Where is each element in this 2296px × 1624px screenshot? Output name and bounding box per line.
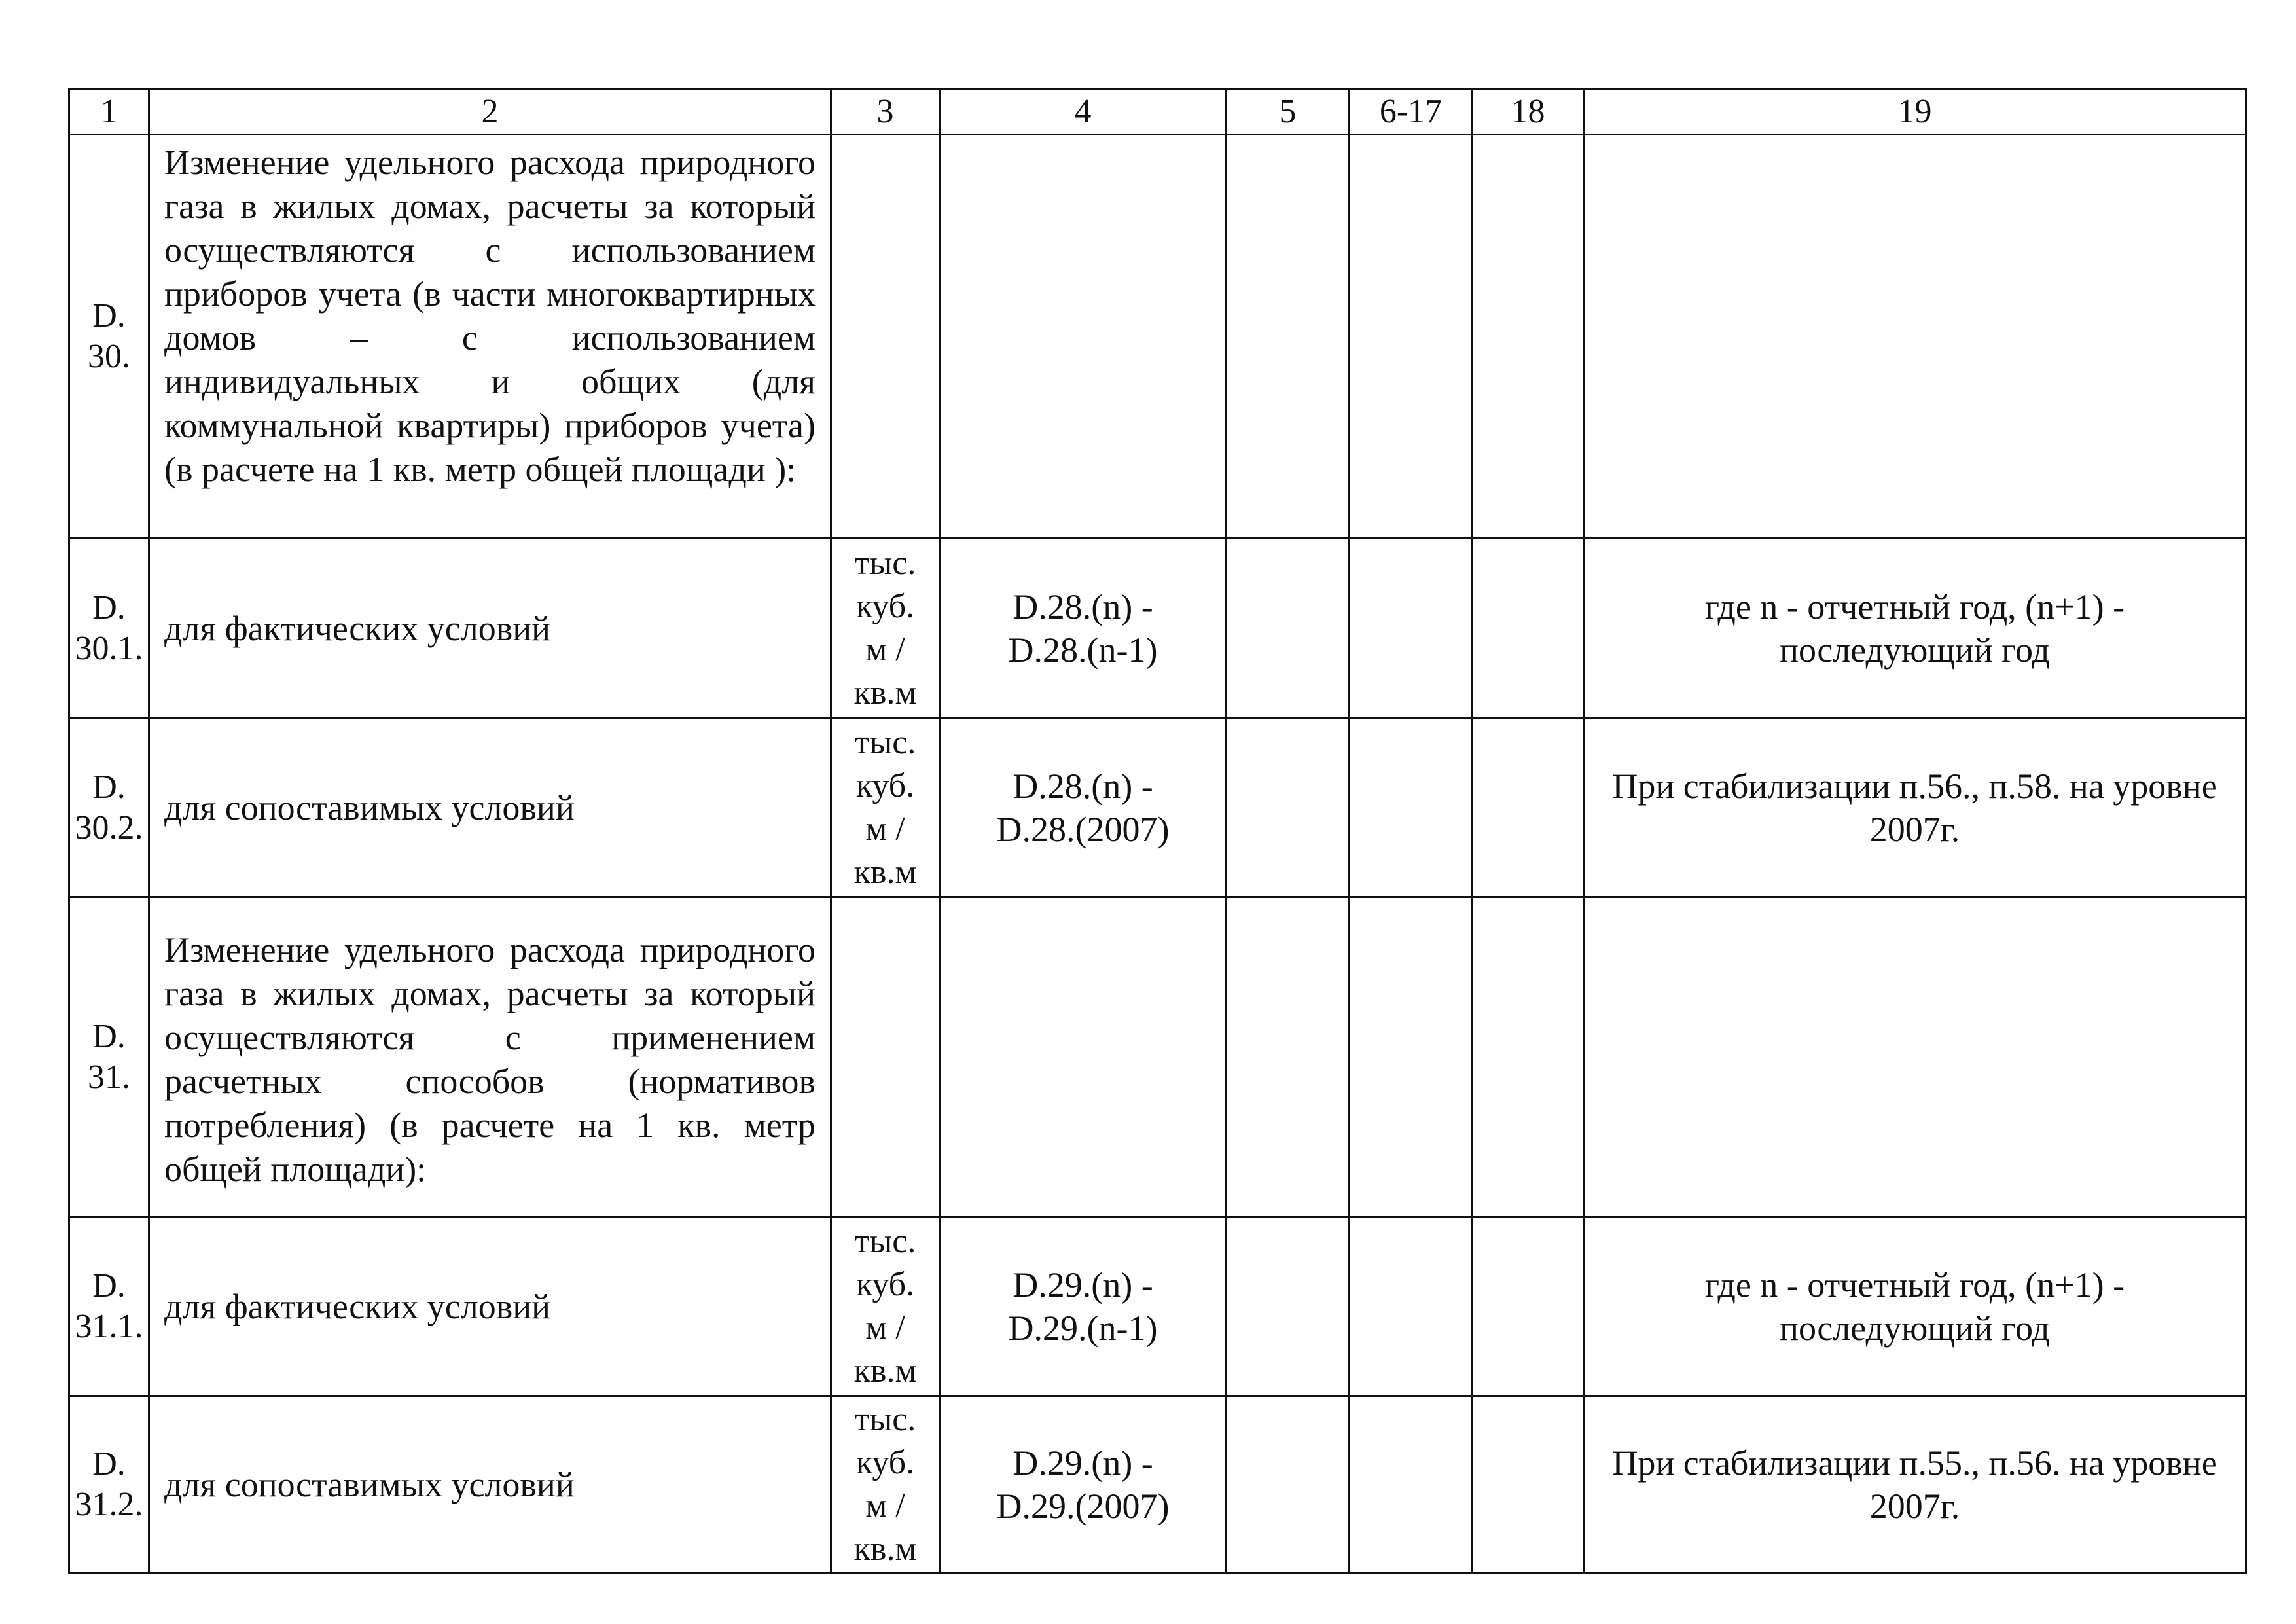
row-col-5 [1227,135,1350,539]
header-row [69,90,2246,135]
row-number: D. 30.1. [69,539,149,719]
row-col-5 [1227,1396,1350,1574]
table-row [69,1218,2246,1396]
row-number: D. 31.1. [69,1218,149,1396]
row-formula [940,135,1227,539]
header-col-2: 2 [149,90,831,135]
row-note: где n - отчетный год, (n+1) - последующий год [1584,1218,2246,1396]
row-number: D. 31.2. [69,1396,149,1574]
row-description: для сопоставимых условий [149,719,831,897]
row-formula: D.28.(n) - D.28.(n-1) [940,539,1227,719]
header-col-5: 5 [1227,90,1350,135]
row-note [1584,897,2246,1218]
indicator-table [68,88,2247,1574]
row-formula: D.29.(n) - D.29.(2007) [940,1396,1227,1574]
table-row [69,135,2246,539]
header-col-4: 4 [940,90,1227,135]
header-col-18: 18 [1473,90,1584,135]
row-unit: тыс. куб. м / кв.м [831,719,940,897]
row-description: для сопоставимых условий [149,1396,831,1574]
row-col-18 [1473,897,1584,1218]
header-col-6-17: 6-17 [1350,90,1473,135]
table-row [69,719,2246,897]
row-formula: D.29.(n) - D.29.(n-1) [940,1218,1227,1396]
row-description: Изменение удельного расхода природного газа в жилых домах, расчеты за который осуществляются с использованием приборов учета (в части многоквартирных домов – с использованием индивидуальных и общих (для коммунальной квартиры) приборов учета) (в расчете на 1 кв. метр общей площади ): [149,135,831,539]
row-description: Изменение удельного расхода природного газа в жилых домах, расчеты за который осуществляются с применением расчетных способов (нормативов потребления) (в расчете на 1 кв. метр общей площади): [149,897,831,1218]
row-formula [940,897,1227,1218]
row-col-18 [1473,135,1584,539]
row-description: для фактических условий [149,539,831,719]
header-col-19: 19 [1584,90,2246,135]
row-col-6-17 [1350,1396,1473,1574]
header-col-1: 1 [69,90,149,135]
row-col-6-17 [1350,1218,1473,1396]
row-col-6-17 [1350,719,1473,897]
row-description: для фактических условий [149,1218,831,1396]
row-unit: тыс. куб. м / кв.м [831,539,940,719]
row-col-18 [1473,719,1584,897]
row-note: При стабилизации п.55., п.56. на уровне 2007г. [1584,1396,2246,1574]
row-note: где n - отчетный год, (n+1) - последующий год [1584,539,2246,719]
row-note: При стабилизации п.56., п.58. на уровне 2007г. [1584,719,2246,897]
row-unit [831,897,940,1218]
table-row [69,897,2246,1218]
row-col-5 [1227,1218,1350,1396]
row-col-18 [1473,1218,1584,1396]
row-col-5 [1227,539,1350,719]
row-col-6-17 [1350,135,1473,539]
row-number: D. 30.2. [69,719,149,897]
header-col-3: 3 [831,90,940,135]
row-col-6-17 [1350,539,1473,719]
row-col-6-17 [1350,897,1473,1218]
row-col-18 [1473,1396,1584,1574]
row-col-5 [1227,719,1350,897]
table-row [69,1396,2246,1574]
row-unit: тыс. куб. м / кв.м [831,1396,940,1574]
row-number: D. 30. [69,135,149,539]
row-col-5 [1227,897,1350,1218]
row-formula: D.28.(n) - D.28.(2007) [940,719,1227,897]
row-unit: тыс. куб. м / кв.м [831,1218,940,1396]
table-row [69,539,2246,719]
row-note [1584,135,2246,539]
row-number: D. 31. [69,897,149,1218]
row-col-18 [1473,539,1584,719]
row-unit [831,135,940,539]
